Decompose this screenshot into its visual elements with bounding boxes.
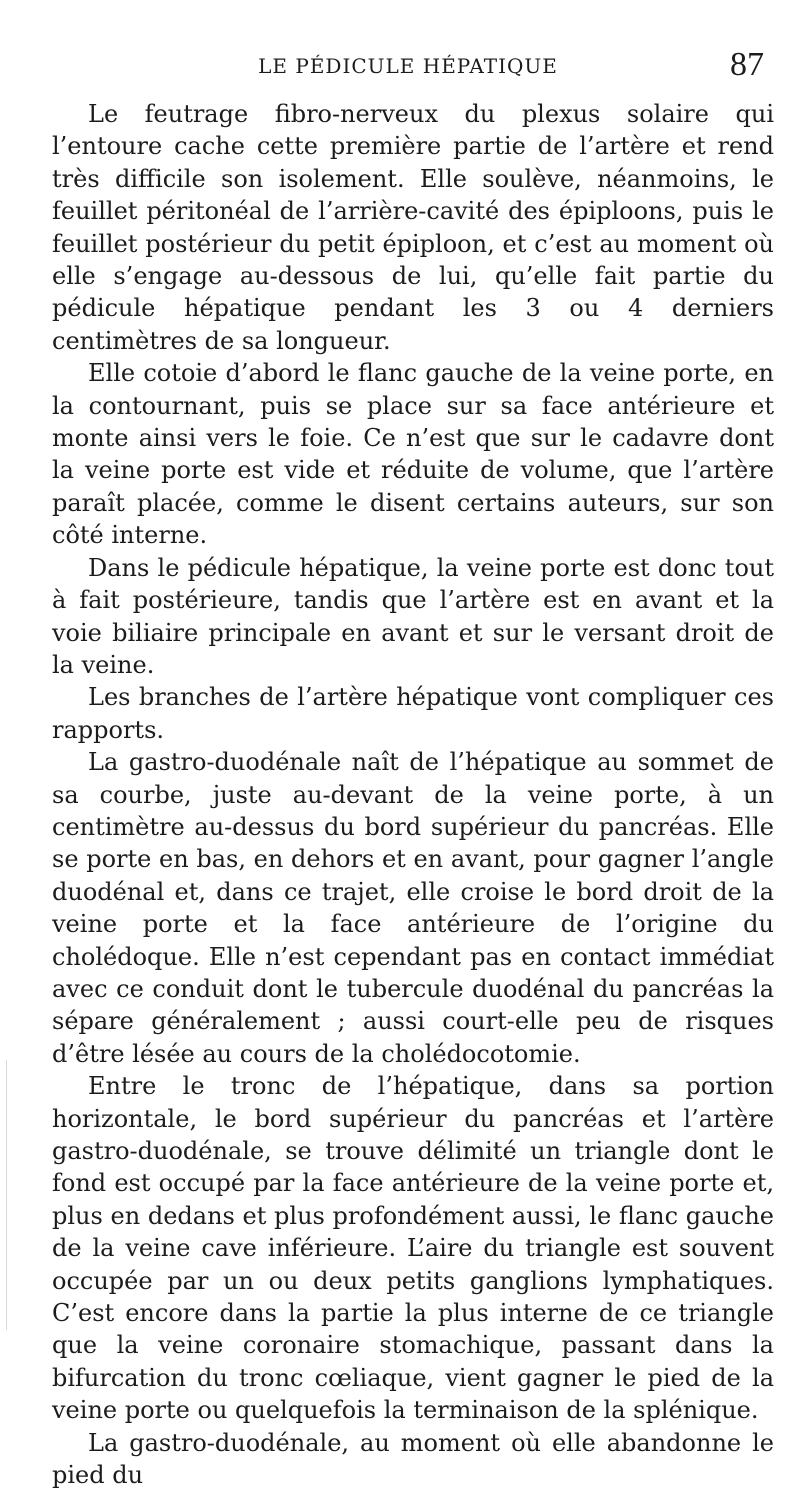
paragraph: Entre le tronc de l’hépatique, dans sa portion horizontale, le bord supérieur du pancréas et l’artère gastro-duodénale, se trouve délimité un triangle dont le fond est occupé par la face antérieure de la veine porte et, plus en dedans et plus profondément aussi, le flanc gauche de la veine cave inférieure. L’aire du triangle est souvent occupée par un ou deux petits ganglions lymphatiques. C’est encore dans la partie la plus interne de ce triangle que la veine coronaire stomachique, passant dans la bifurcation du tronc cœliaque, vient gagner le pied de la veine porte ou quelquefois la terminaison de la splénique. — [52, 1072, 774, 1425]
paragraph: Elle cotoie d’abord le flanc gauche de la veine porte, en la contournant, puis se place sur sa face antérieure et monte ainsi vers le foie. Ce n’est que sur le cadavre dont la veine porte est vide et réduite de volume, que l’artère paraît placée, comme le disent certains auteurs, sur son côté interne. — [52, 359, 774, 550]
scan-edge-mark — [6, 1060, 7, 1330]
paragraph-last: La gastro-duodénale, au moment où elle abandonne le pied du — [52, 1428, 774, 1490]
paragraph: Le feutrage fibro-nerveux du plexus solaire qui l’entoure cache cette première partie de l’artère et rend très difficile son isolement. Elle soulève, néanmoins, le feuillet péritonéal de l’arrière-cavité des épiploons, puis le feuillet postérieur du petit épiploon, et c’est au moment où elle s’engage au-dessous de lui, qu’elle fait partie du pédicule hépatique pendant les 3 ou 4 derniers centimètres de sa longueur. — [52, 100, 774, 355]
paragraph: La gastro-duodénale naît de l’hépatique au sommet de sa courbe, juste au-devant de la veine porte, à un centimètre au-dessus du bord supérieur du pancréas. Elle se porte en bas, en dehors et en avant, pour gagner l’angle duodénal et, dans ce trajet, elle croise le bord droit de la veine porte et la face antérieure de l’origine du cholédoque. Elle n’est cependant pas en contact immédiat avec ce conduit dont le tubercule duodénal du pancréas la sépare généralement ; aussi court-elle peu de risques d’être lésée au cours de la cholédocotomie. — [52, 748, 774, 1068]
body-text — [52, 98, 774, 1491]
page-header — [52, 46, 764, 86]
paragraph: Dans le pédicule hépatique, la veine porte est donc tout à fait postérieure, tandis que l’artère est en avant et la voie biliaire principale en avant et sur le versant droit de la veine. — [52, 553, 774, 679]
running-head: LE PÉDICULE HÉPATIQUE — [258, 54, 558, 78]
paragraph: Les branches de l’artère hépatique vont compliquer ces rapports. — [52, 683, 774, 744]
page-number: 87 — [730, 46, 764, 83]
